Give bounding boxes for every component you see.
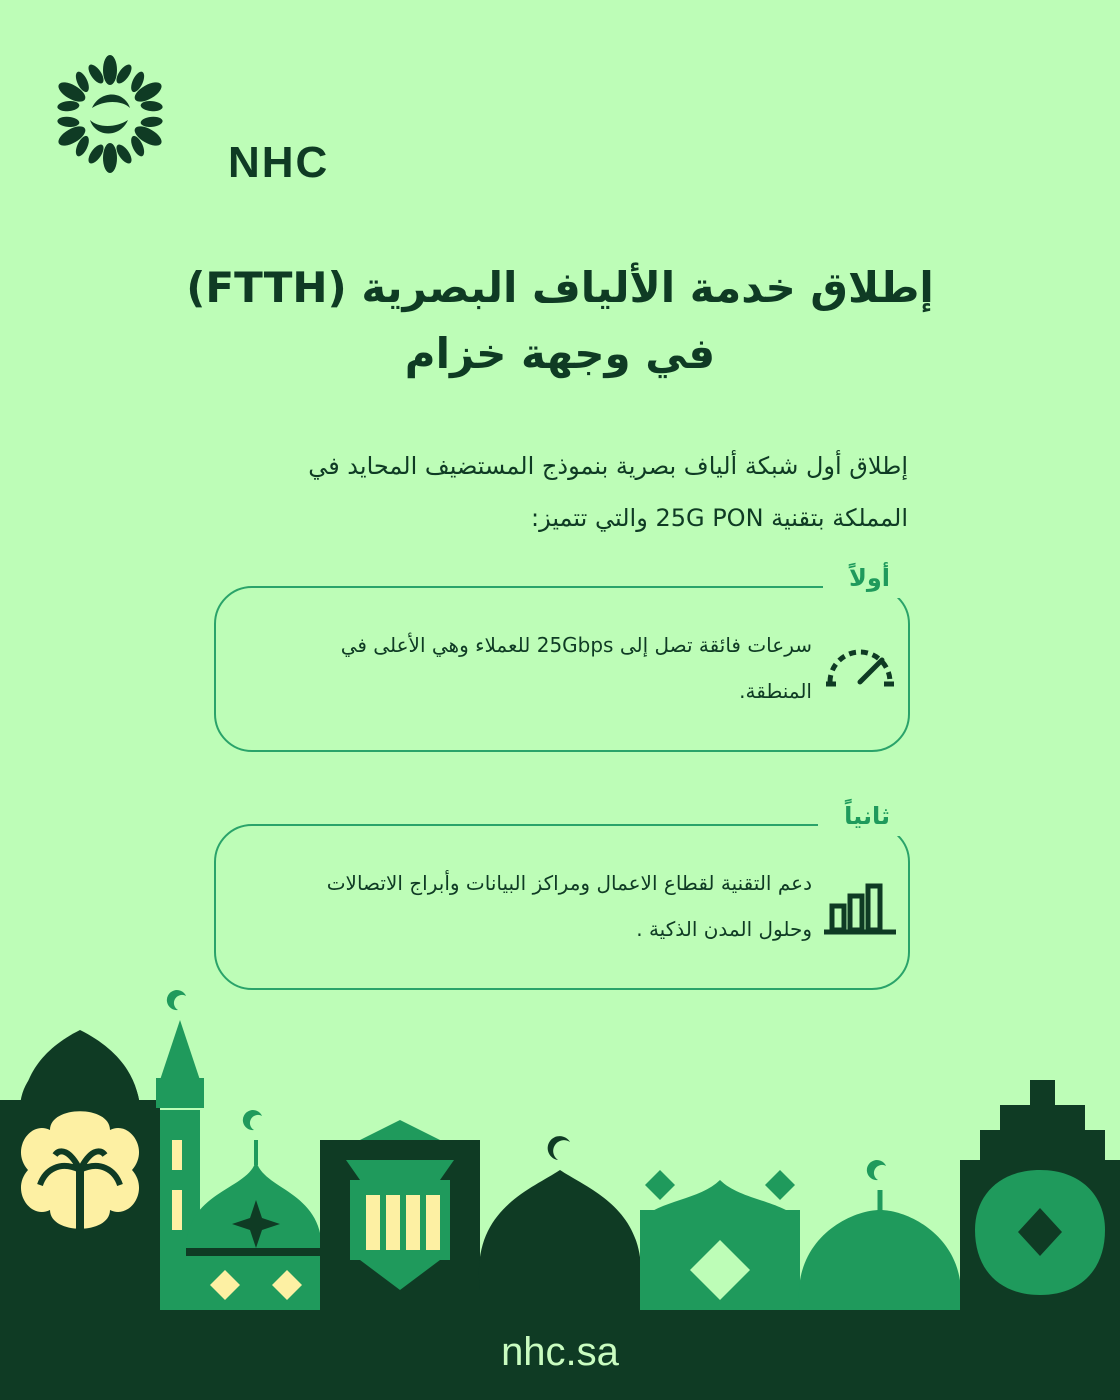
title-line-2: في وجهة خزام: [404, 329, 716, 378]
leaf-wreath-icon: [48, 52, 173, 177]
intro-line-1: إطلاق أول شبكة ألياف بصرية بنموذج المستضيف المحايد في: [308, 452, 908, 480]
feature-1-line-1: سرعات فائقة تصل إلى 25Gbps للعملاء وهي الأعلى في: [340, 633, 812, 657]
footer-url[interactable]: nhc.sa: [501, 1330, 619, 1374]
intro-line-2: المملكة بتقنية 25G PON والتي تتميز:: [530, 504, 908, 532]
feature-label-1: أولاً: [823, 558, 908, 598]
intro-text: [188, 440, 908, 544]
feature-label-2: ثانياً: [818, 796, 908, 836]
feature-2-line-1: دعم التقنية لقطاع الاعمال ومراكز البيانات وأبراج الاتصالات: [326, 871, 812, 895]
speedometer-icon: [822, 638, 898, 698]
feature-text-1: [252, 622, 812, 714]
feature-1-line-2: المنطقة.: [739, 679, 812, 703]
feature-text-2: [252, 860, 812, 952]
page-title: [0, 255, 1120, 387]
feature-2-line-2: وحلول المدن الذكية .: [636, 917, 812, 941]
brand-name: NHC: [228, 138, 330, 187]
brand-logo: [48, 52, 330, 187]
buildings-icon: [822, 876, 898, 936]
title-line-1: إطلاق خدمة الألياف البصرية (FTTH): [186, 263, 934, 312]
feature-card-2: [214, 802, 910, 990]
feature-card-1: [214, 564, 910, 752]
